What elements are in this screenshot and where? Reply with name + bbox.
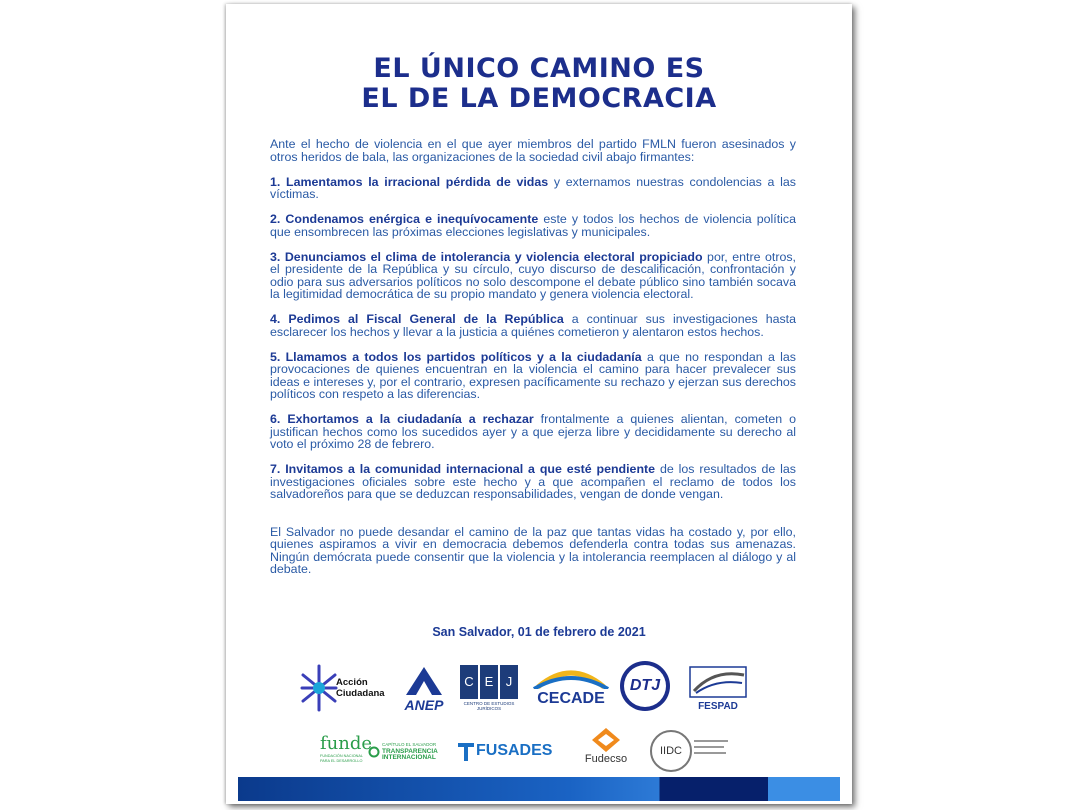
footer-bar [238, 777, 840, 801]
logo-cej-letter-j: J [500, 665, 518, 699]
logo-cej-caption: CENTRO DE ESTUDIOS JURÍDICOS [463, 701, 515, 711]
title-line-2: EL DE LA DEMOCRACIA [361, 83, 717, 114]
document-page [226, 4, 852, 804]
logo-iidc [650, 730, 730, 772]
logo-cecade [532, 663, 610, 715]
ring-icon [368, 746, 380, 758]
intro-paragraph: Ante el hecho de violencia en el que ayer miembros del partido FMLN fueron asesinados y otros heridos de bala, las organizaciones de la sociedad civil abajo firmantes: [270, 137, 796, 164]
logo-dtj-text: DTJ [629, 677, 661, 694]
logo-cej-letter-c: C [460, 665, 478, 699]
logo-fusades [458, 742, 562, 764]
starburst-icon [300, 663, 338, 713]
logo-anep-text: ANEP [404, 697, 444, 713]
logo-transparencia-line2: TRANSPARENCIA [382, 747, 438, 755]
logo-cej-letter-e: E [480, 665, 498, 699]
title-line-1: EL ÚNICO CAMINO ES [373, 53, 705, 84]
document-body [270, 138, 796, 588]
logo-fudecso-text: Fudecso [584, 753, 628, 765]
document-title [226, 54, 852, 114]
fusades-mark-icon [458, 743, 474, 761]
point-6: 6. Exhortamos a la ciudadanía a rechazar frontalmente a quienes alientan, cometen o justifican hechos como los sucedidos ayer y a que ejerza libre y decididamente su derecho al voto el próximo 28 de febrero. [270, 412, 796, 451]
point-3: 3. Denunciamos el clima de intolerancia y violencia electoral propiciado por, entre otros, el presidente de la República y su círculo, cuyo discurso de descalificación, confrontación y odio para sus adversarios políticos no solo descompone el debate público sino también socava la legitimidad democrática de su propio mandato y genera violencia electoral. [270, 249, 796, 301]
logo-funde-caption: FUNDACIÓN NACIONAL PARA EL DESARROLLO [320, 754, 363, 763]
logo-iidc-text: IIDC [660, 745, 682, 757]
logo-transparencia-line1: CAPÍTULO EL SALVADOR [382, 742, 437, 747]
logo-funde-text: funde [320, 733, 373, 754]
point-4: 4. Pedimos al Fiscal General de la República a continuar sus investigaciones hasta esclarecer los hechos y llevar a la justicia a quiénes cometieron y alentaron estos hechos. [270, 312, 797, 339]
fespad-emblem-icon [686, 661, 750, 699]
logo-dtj [620, 661, 672, 715]
sun-arc-icon [532, 663, 610, 689]
point-5: 5. Llamamos a todos los partidos políticos y a la ciudadanía a que no respondan a las provocaciones de quienes encuentran en la violencia el camino para hacer prevalecer sus ideas e intereses y, por el contrario, expresen pacíficamente su rechazo y ejerzan sus derechos políticos con respeto a las diferencias. [270, 349, 796, 401]
logo-fespad [686, 661, 750, 717]
logos-row-1 [226, 659, 852, 719]
closing-paragraph: El Salvador no puede desandar el camino de la paz que tantas vidas ha costado y, por ello, quienes aspiramos a vivir en democracia debemos defenderla contra todas sus amenazas. Ningún demócrata puede consentir que la violencia y la intolerancia reemplacen al diálogo y al debate. [270, 524, 796, 576]
logo-accion-line1: Acción [336, 677, 368, 688]
point-7: 7. Invitamos a la comunidad internacional a que esté pendiente de los resultados de las investigaciones oficiales sobre este hecho y a que acompañen el reclamo de todos los salvadoreños para que se deduzcan responsabilidades, vengan de donde vengan. [270, 462, 796, 501]
point-2: 2. Condenamos enérgica e inequívocamente este y todos los hechos de violencia política que ensombrecen las próximas elecciones legislativas y municipales. [270, 212, 796, 239]
logo-cecade-text: CECADE [537, 690, 605, 707]
triangle-a-icon [404, 665, 444, 697]
logos-row-2 [226, 728, 852, 774]
logo-accion-line2: Ciudadana [336, 688, 385, 699]
logo-cej [460, 665, 520, 715]
fudecso-emblem-icon [592, 728, 620, 752]
logo-fudecso [580, 728, 632, 772]
logo-anep [398, 663, 450, 715]
logo-fusades-text: FUSADES [476, 742, 553, 759]
place-date: San Salvador, 01 de febrero de 2021 [432, 625, 646, 639]
logo-transparencia-line3: INTERNACIONAL [382, 754, 436, 761]
point-1: 1. Lamentamos la irracional pérdida de vidas y externamos nuestras condolencias a las víctimas. [270, 174, 797, 201]
logo-transparencia [368, 742, 446, 766]
logo-fespad-text: FESPAD [698, 701, 738, 712]
logo-accion-ciudadana [300, 663, 390, 717]
logo-funde [320, 733, 373, 770]
